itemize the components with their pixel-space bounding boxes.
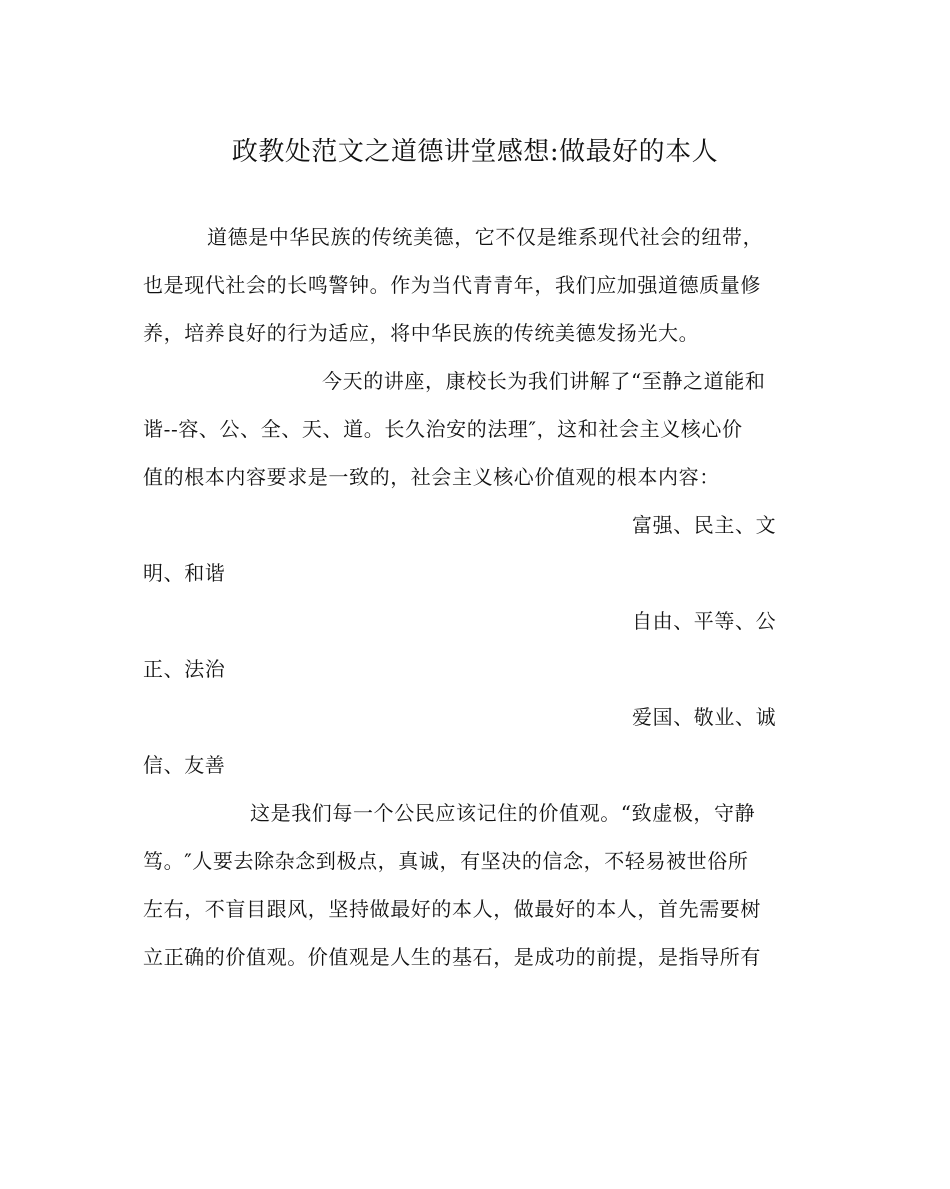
paragraph-1-line-1: 道德是中华民族的传统美德，它不仅是维系现代社会的纽带， xyxy=(207,225,764,249)
value-item-2-part-2: 正、法治 xyxy=(143,657,226,681)
value-item-1-part-1: 富强、民主、文 xyxy=(632,513,777,537)
paragraph-3-line-1: 这是我们每一个公民应该记住的价值观。“致虚极，守静 xyxy=(250,801,756,825)
value-item-2-part-1: 自由、平等、公 xyxy=(632,609,777,633)
paragraph-3-line-2: 笃。″人要去除杂念到极点，真诚，有坚决的信念，不轻易被世俗所 xyxy=(143,849,749,873)
paragraph-2-line-2: 谐--容、公、全、天、道。长久治安的法理″，这和社会主义核心价 xyxy=(143,417,743,441)
paragraph-1-line-3: 养，培养良好的行为适应，将中华民族的传统美德发扬光大。 xyxy=(143,321,700,345)
paragraph-1-line-2: 也是现代社会的长鸣警钟。作为当代青青年，我们应加强道德质量修 xyxy=(143,273,761,297)
paragraph-3-line-4: 立正确的价值观。价值观是人生的基石，是成功的前提，是指导所有 xyxy=(143,945,761,969)
value-item-3-part-2: 信、友善 xyxy=(143,753,226,777)
paragraph-2-line-1: 今天的讲座，康校长为我们讲解了“至静之道能和 xyxy=(322,369,766,393)
paragraph-3-line-3: 左右，不盲目跟风，坚持做最好的本人，做最好的本人，首先需要树 xyxy=(143,897,761,921)
paragraph-2-line-3: 值的根本内容要求是一致的，社会主义核心价值观的根本内容： xyxy=(143,465,720,489)
document-title: 政教处范文之道德讲堂感想:做最好的本人 xyxy=(231,137,719,167)
value-item-1-part-2: 明、和谐 xyxy=(143,561,226,585)
value-item-3-part-1: 爱国、敬业、诚 xyxy=(632,705,777,729)
